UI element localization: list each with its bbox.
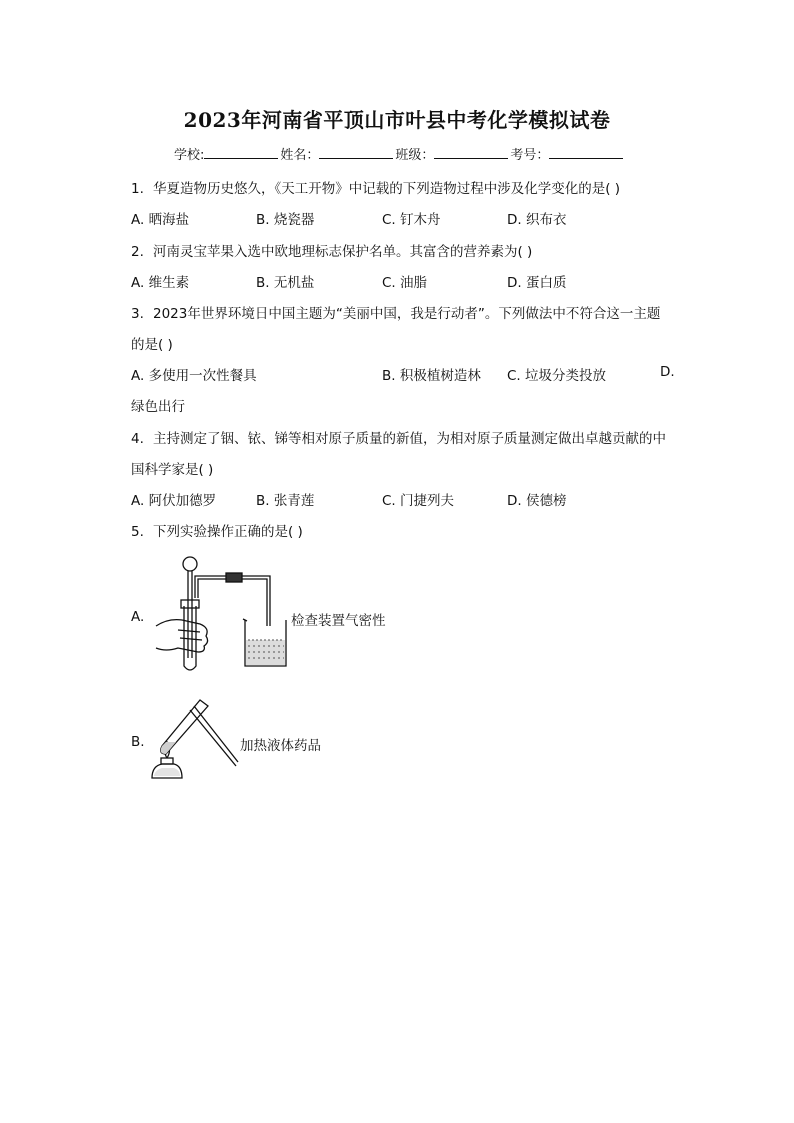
question-text: 华夏造物历史悠久，《天工开物》中记载的下列造物过程中涉及化学变化的是( ) <box>153 181 621 197</box>
option-1d: D. 织布衣 <box>507 212 567 228</box>
option-2c: C. 油脂 <box>382 275 428 291</box>
question-3 <box>131 302 660 322</box>
class-label: 班级： <box>395 148 435 163</box>
option-4a: A. 阿伏加德罗 <box>131 493 217 509</box>
option-3a: A. 多使用一次性餐具 <box>131 368 257 384</box>
option-5a-caption: 检查装置气密性 <box>291 613 386 629</box>
option-1a: A. 晒海盐 <box>131 212 190 228</box>
heating-liquid-illustration <box>148 692 240 784</box>
question-1 <box>131 177 620 197</box>
option-5b-letter: B. <box>131 734 145 750</box>
page-title: 2023年河南省平顶山市叶县中考化学模拟试卷 <box>183 108 611 132</box>
class-blank <box>434 145 508 159</box>
name-blank <box>319 145 393 159</box>
question-text: 主持测定了铟、铱、锑等相对原子质量的新值，为相对原子质量测定做出卓越贡献的中 <box>153 431 666 447</box>
option-3d-text: 绿色出行 <box>131 399 185 415</box>
exam-no-blank <box>549 145 623 159</box>
option-4d: D. 侯德榜 <box>507 493 567 509</box>
question-number: 1. <box>131 181 144 197</box>
option-1c: C. 钉木舟 <box>382 212 441 228</box>
question-text: 河南灵宝苹果入选中欧地理标志保护名单。其富含的营养素为( ) <box>153 244 533 260</box>
option-5a-letter: A. <box>131 609 145 625</box>
question-number: 4. <box>131 431 144 447</box>
student-info-line <box>174 144 625 163</box>
airtightness-check-illustration <box>148 548 288 674</box>
school-label: 学校: <box>174 148 205 163</box>
question-4-line-2: 国科学家是( ) <box>131 462 214 478</box>
option-3c: C. 垃圾分类投放 <box>507 368 607 384</box>
option-2a: A. 维生素 <box>131 275 190 291</box>
question-5 <box>131 520 303 540</box>
question-text: 下列实验操作正确的是( ) <box>153 524 303 540</box>
question-3-line-2: 的是( ) <box>131 337 173 353</box>
question-number: 3. <box>131 306 144 322</box>
option-3d-letter: D. <box>660 364 675 380</box>
exam-no-label: 考号： <box>510 148 550 163</box>
option-2d: D. 蛋白质 <box>507 275 567 291</box>
option-1b: B. 烧瓷器 <box>256 212 315 228</box>
question-2 <box>131 240 532 260</box>
question-number: 5. <box>131 524 144 540</box>
option-3b: B. 积极植树造林 <box>382 368 481 384</box>
option-5b-caption: 加热液体药品 <box>240 738 321 754</box>
question-text: 2023年世界环境日中国主题为“美丽中国，我是行动者”。下列做法中不符合这一主题 <box>153 306 661 322</box>
question-4 <box>131 427 666 447</box>
option-2b: B. 无机盐 <box>256 275 315 291</box>
question-number: 2. <box>131 244 144 260</box>
school-blank <box>204 145 278 159</box>
option-4b: B. 张青莲 <box>256 493 315 509</box>
option-4c: C. 门捷列夫 <box>382 493 455 509</box>
name-label: 姓名： <box>280 148 320 163</box>
